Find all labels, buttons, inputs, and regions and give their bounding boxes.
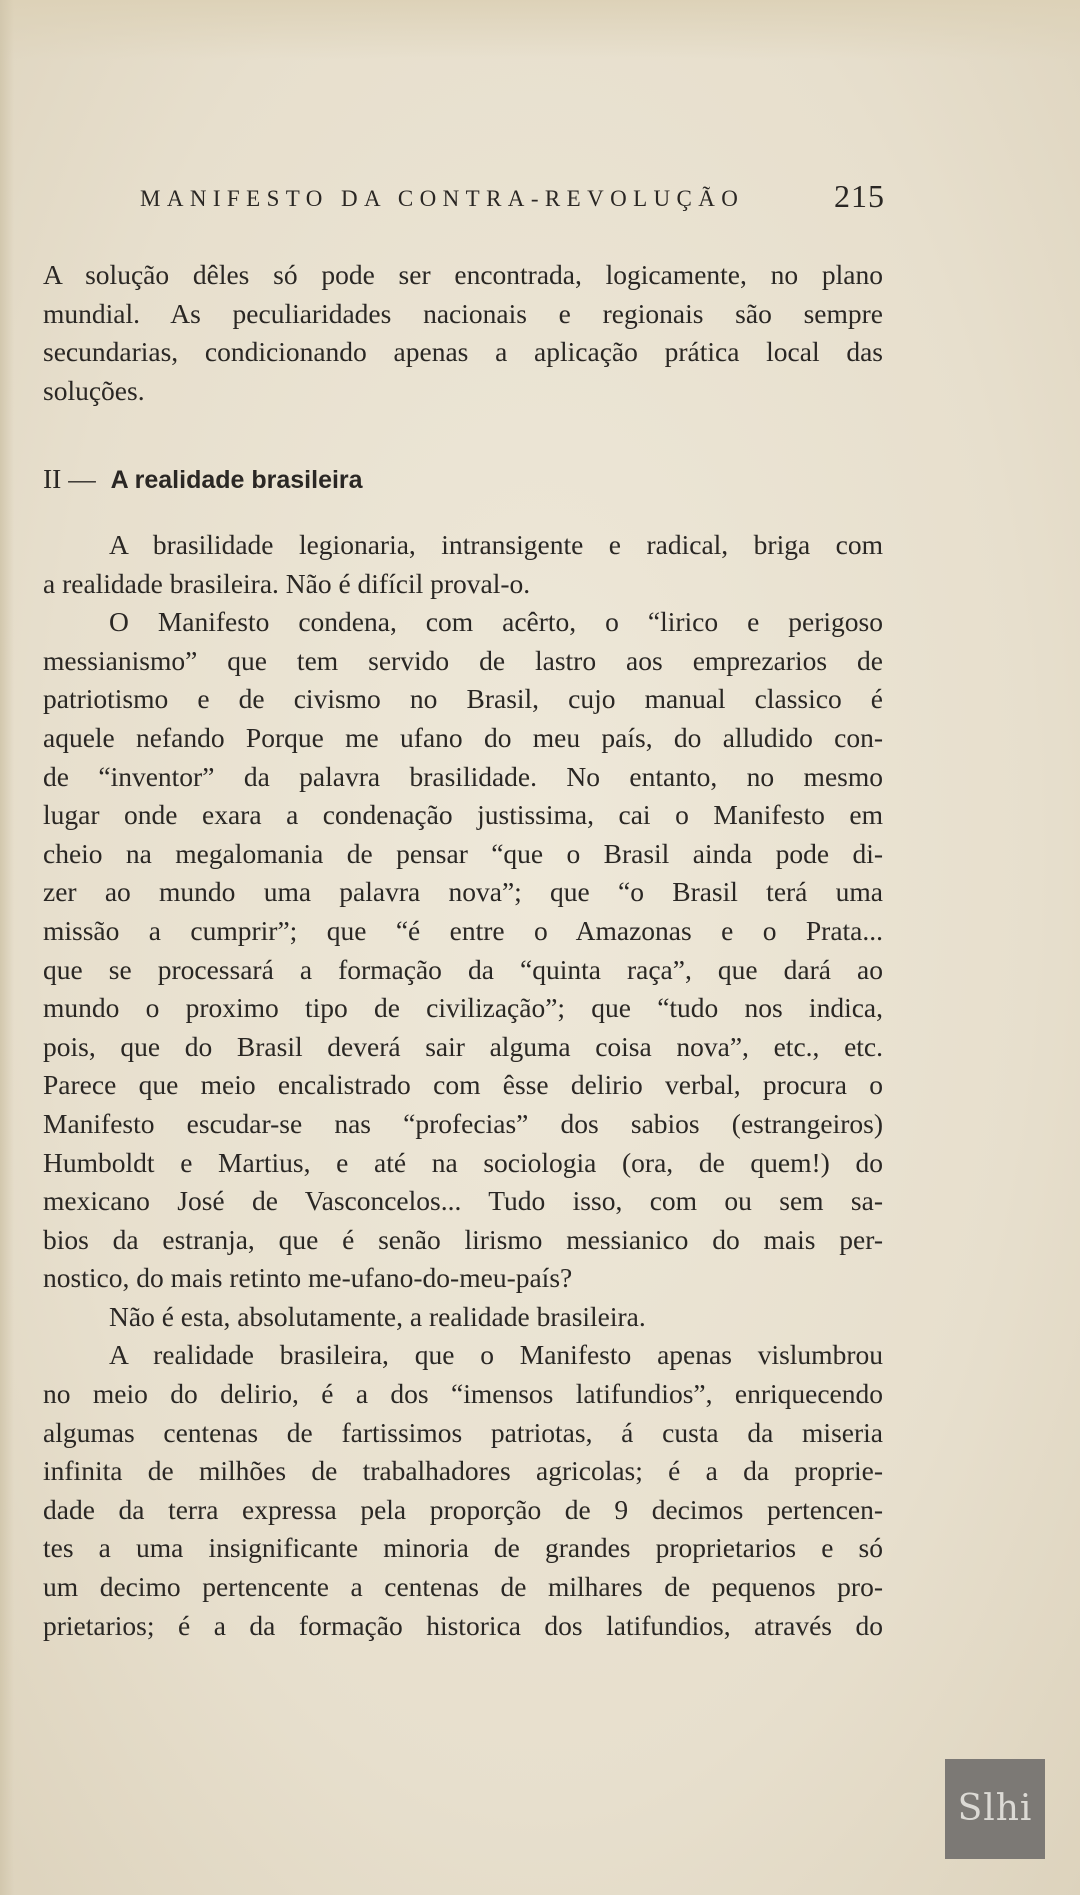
text-line: patriotismo e de civismo no Brasil, cujo manual classico é [43, 683, 883, 715]
text-line: A solução dêles só pode ser encontrada, logicamente, no plano [43, 259, 883, 290]
page-edge-shadow-left [0, 0, 14, 1895]
text-line: nostico, do mais retinto me-ufano-do-meu-país? [43, 1262, 573, 1294]
text-line: zer ao mundo uma palavra nova”; que “o Brasil terá uma [43, 876, 883, 908]
text-line: no meio do delirio, é a dos “imensos latifundios”, enriquecendo [43, 1378, 883, 1410]
text-line: A realidade brasileira, que o Manifesto apenas vislumbrou [109, 1339, 883, 1371]
text-line: aquele nefando Porque me ufano do meu país, do alludido con- [43, 721, 883, 753]
text-line: infinita de milhões de trabalhadores agricolas; é a da proprie- [43, 1455, 883, 1487]
text-line: algumas centenas de fartissimos patriotas, á custa da miseria [43, 1416, 883, 1448]
text-line: missão a cumprir”; que “é entre o Amazonas e o Prata... [43, 914, 883, 946]
text-line: um decimo pertencente a centenas de milhares de pequenos pro- [43, 1571, 883, 1603]
text-line: de “inventor” da palavra brasilidade. No entanto, no mesmo [43, 760, 883, 792]
text-line: messianismo” que tem servido de lastro aos emprezarios de [43, 644, 883, 676]
paragraph-block-1 [43, 256, 883, 410]
text-line: soluções. [43, 374, 145, 406]
text-line: Humboldt e Martius, e até na sociologia (ora, de quem!) do [43, 1146, 883, 1178]
text-line: dade da terra expressa pela proporção de 9 decimos pertencen- [43, 1493, 883, 1525]
text-line: prietarios; é a da formação historica dos latifundios, através do [43, 1609, 883, 1641]
section-number: II — [43, 463, 96, 494]
text-line: A brasilidade legionaria, intransigente e radical, briga com [109, 529, 883, 560]
library-seal-logo: Slhi [945, 1759, 1045, 1859]
text-line: lugar onde exara a condenação justissima, cai o Manifesto em [43, 799, 883, 831]
text-line: mundo o proximo tipo de civilização”; que “tudo nos indica, [43, 992, 883, 1024]
text-line: O Manifesto condena, com acêrto, o “lirico e perigoso [109, 606, 883, 638]
text-line: a realidade brasileira. Não é difícil proval-o. [43, 567, 531, 599]
paragraph-block-2 [43, 526, 883, 1645]
text-line: tes a uma insignificante minoria de grandes proprietarios e só [43, 1532, 883, 1564]
text-line: cheio na megalomania de pensar “que o Brasil ainda pode di- [43, 837, 883, 869]
running-title: MANIFESTO DA CONTRA-REVOLUÇÃO [140, 186, 745, 211]
section-heading [43, 463, 363, 495]
text-line: bios da estranja, que é senão lirismo messianico do mais per- [43, 1223, 883, 1255]
running-head [140, 178, 885, 218]
text-line: mexicano José de Vasconcelos... Tudo isso, com ou sem sa- [43, 1185, 883, 1217]
page-number: 215 [834, 178, 885, 214]
text-line: Não é esta, absolutamente, a realidade brasileira. [109, 1300, 646, 1332]
text-line: que se processará a formação da “quinta raça”, que dará ao [43, 953, 883, 985]
text-line: mundial. As peculiaridades nacionais e regionais são sempre [43, 297, 883, 329]
text-line: Parece que meio encalistrado com êsse delirio verbal, procura o [43, 1069, 883, 1101]
text-line: Manifesto escudar-se nas “profecias” dos sabios (estrangeiros) [43, 1107, 883, 1139]
text-line: pois, que do Brasil deverá sair alguma coisa nova”, etc., etc. [43, 1030, 883, 1062]
text-line: secundarias, condicionando apenas a aplicação prática local das [43, 336, 883, 368]
section-title: A realidade brasileira [110, 466, 363, 494]
page-edge-shadow-top [0, 0, 1080, 60]
